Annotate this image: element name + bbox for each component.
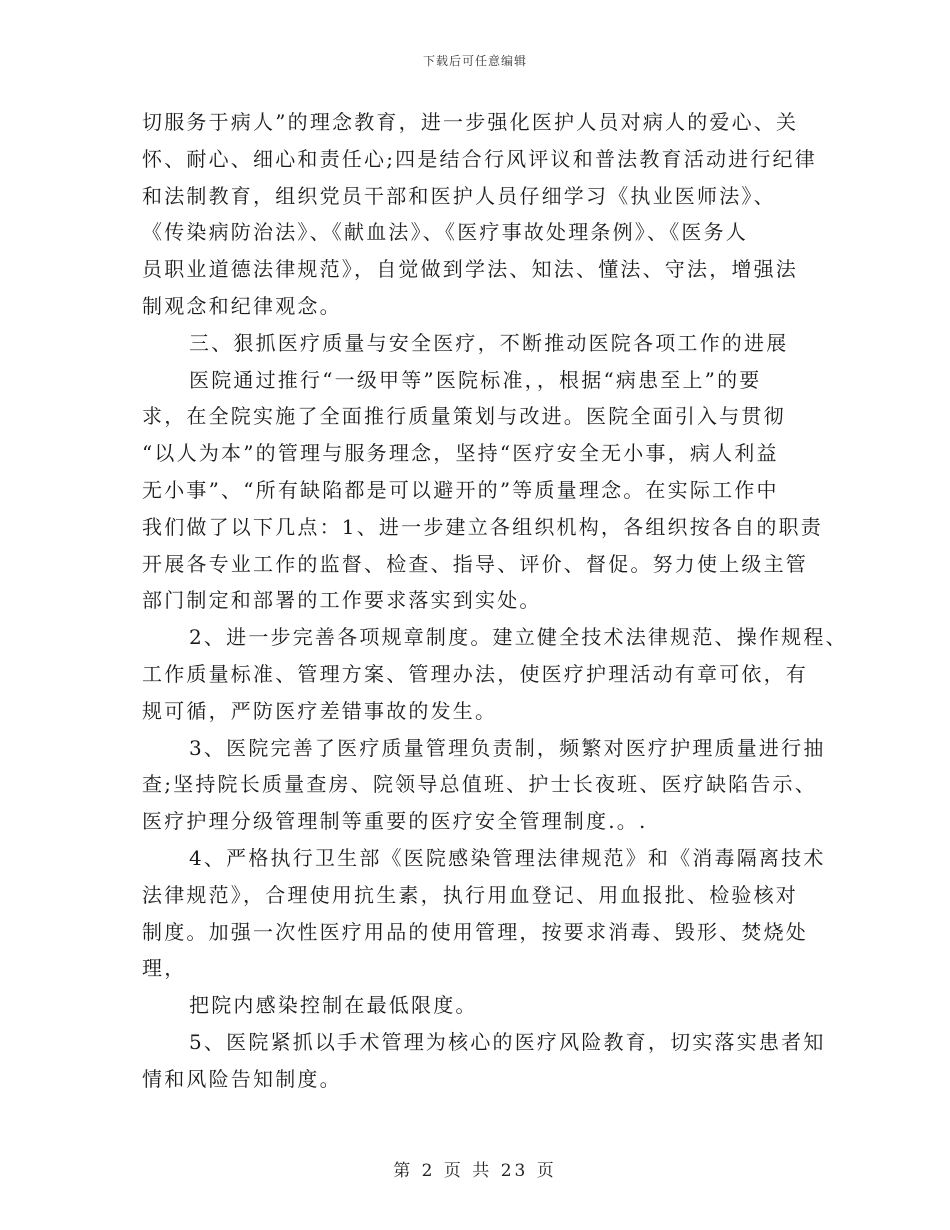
page-header: 下载后可任意编辑 [422, 54, 527, 68]
text-line: 法律规范》，合理使用抗生素，执行用血登记、用血报批、检验核对 [142, 882, 798, 907]
document-body [142, 104, 848, 1098]
page-footer: 第 2 页 共 23 页 [393, 1161, 557, 1181]
text-line: 理， [142, 956, 187, 981]
paragraph-start: 4、严格执行卫生部《医院感染管理法律规范》和《消毒隔离技术 [189, 845, 826, 870]
text-line: 工作质量标准、管理方案、管理办法，使医疗护理活动有章可依，有 [142, 661, 808, 686]
paragraph-start: 把院内感染控制在最低限度。 [189, 993, 478, 1018]
text-line: 开展各专业工作的监督、检查、指导、评价、督促。努力使上级主管 [142, 551, 808, 576]
text-line: 求，在全院实施了全面推行质量策划与改进。医院全面引入与贯彻 [142, 404, 786, 429]
paragraph-start: 3、医院完善了医疗质量管理负责制，频繁对医疗护理质量进行抽 [189, 735, 826, 760]
text-line: 情和风险告知制度。 [142, 1066, 342, 1091]
text-line: 员职业道德法律规范》，自觉做到学法、知法、懂法、守法，增强法 [142, 257, 798, 282]
text-line: 《传染病防治法》、《献血法》、《医疗事故处理条例》、《医务人 [142, 220, 748, 245]
text-line: 制观念和纪律观念。 [142, 293, 342, 318]
text-line: 切服务于病人”的理念教育，进一步强化医护人员对病人的爱心、关 [142, 110, 799, 134]
text-line: 我们做了以下几点：1、进一步建立各组织机构，各组织按各自的职责 [142, 514, 823, 539]
paragraph-start: 2、进一步完善各项规章制度。建立健全技术法律规范、操作规程、 [189, 625, 848, 650]
paragraph-start: 医院通过推行“一级甲等”医院标准，，根据“病患至上”的要 [189, 367, 762, 392]
text-line: 规可循，严防医疗差错事故的发生。 [142, 698, 498, 723]
text-line: 医疗护理分级管理制等重要的医疗安全管理制度.。. [142, 809, 648, 834]
paragraph-start: 5、医院紧抓以手术管理为核心的医疗风险教育，切实落实患者知 [189, 1029, 826, 1054]
text-line: 制度。加强一次性医疗用品的使用管理，按要求消毒、毁形、焚烧处 [142, 919, 808, 944]
text-line: “以人为本”的管理与服务理念，坚持“医疗安全无小事，病人利益 [142, 441, 779, 466]
text-line: 无小事”、“所有缺陷都是可以避开的”等质量理念。在实际工作中 [142, 477, 779, 502]
text-line: 查;坚持院长质量查房、院领导总值班、护士长夜班、医疗缺陷告示、 [142, 772, 817, 797]
text-line: 怀、耐心、细心和责任心;四是结合行风评议和普法教育活动进行纪律 [142, 146, 817, 171]
text-line: 部门制定和部署的工作要求落实到实处。 [142, 588, 542, 613]
section-heading: 三、狠抓医疗质量与安全医疗，不断推动医院各项工作的进展 [189, 330, 789, 355]
text-line: 和法制教育，组织党员干部和医护人员仔细学习《执业医师法》、 [142, 183, 776, 208]
